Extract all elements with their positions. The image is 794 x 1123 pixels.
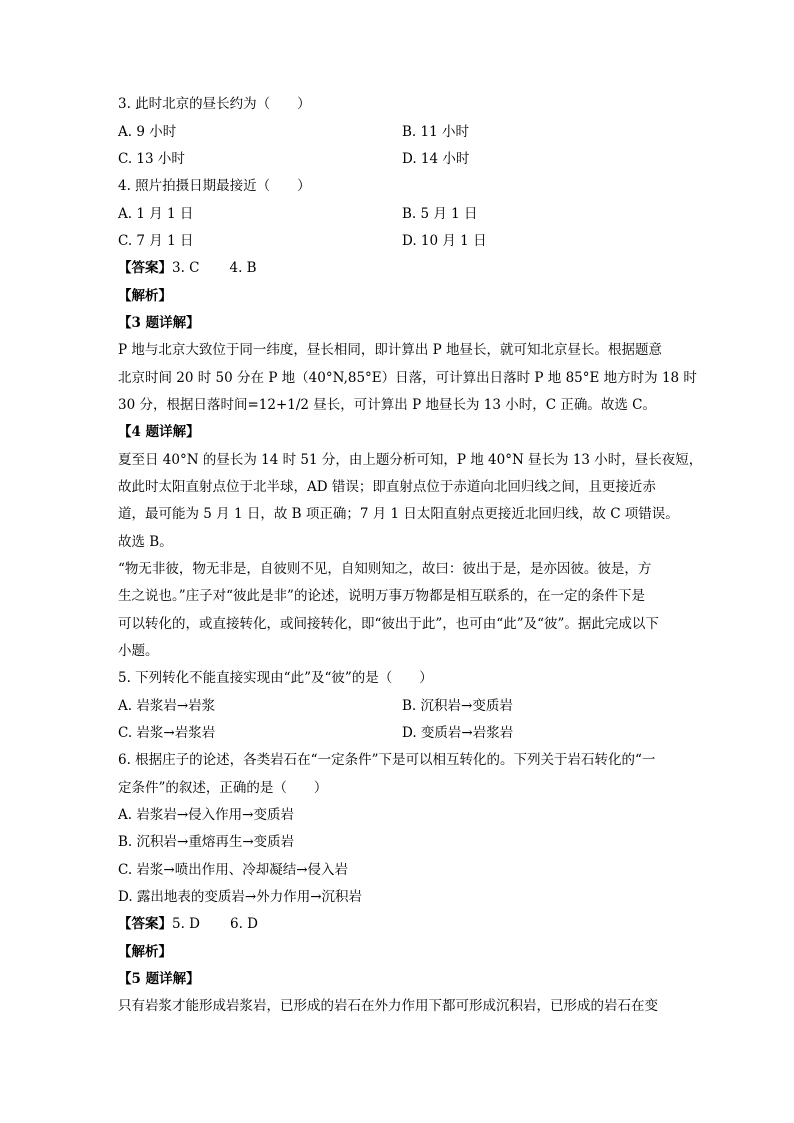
- answer-6: 6. D: [230, 916, 258, 932]
- detail-5-title: 【5 题详解】: [118, 971, 200, 987]
- q3-option-c: C. 13 小时: [118, 151, 185, 167]
- passage-line-4: 小题。: [118, 643, 159, 659]
- q4-option-a: A. 1 月 1 日: [118, 206, 194, 222]
- answer-label: 【答案】: [118, 916, 172, 932]
- detail-3-line-2: 北京时间 20 时 50 分在 P 地（40°N,85°E）日落，可计算出日落时 P 地 85°E 地方时为 18 时: [118, 370, 697, 386]
- q6-option-a: A. 岩浆岩→侵入作用→变质岩: [118, 807, 294, 823]
- q5-option-a: A. 岩浆岩→岩浆: [118, 698, 216, 714]
- q6-option-c: C. 岩浆→喷出作用、冷却凝结→侵入岩: [118, 862, 349, 878]
- q5-option-d: D. 变质岩→岩浆岩: [402, 725, 514, 741]
- detail-4-line-2: 故此时太阳直射点位于北半球，AD 错误；即直射点位于赤道向北回归线之间，且更接近赤: [118, 479, 656, 495]
- detail-4-line-1: 夏至日 40°N 的昼长为 14 时 51 分，由上题分析可知，P 地 40°N 昼长为 13 小时，昼长夜短，: [118, 452, 703, 468]
- detail-4-line-3: 道，最可能为 5 月 1 日，故 B 项正确；7 月 1 日太阳直射点更接近北回归线，故 C 项错误。: [118, 506, 679, 522]
- passage-line-1: “物无非彼，物无非是，自彼则不见，自知则知之，故曰：彼出于是，是亦因彼。彼是，方: [118, 561, 652, 577]
- passage-line-3: 可以转化的，或直接转化，或间接转化，即“彼出于此”，也可由“此”及“彼”。据此完成以下: [118, 616, 659, 632]
- analysis-label: 【解析】: [118, 288, 172, 304]
- analysis-label: 【解析】: [118, 944, 172, 960]
- question-6-line-1: 6. 根据庄子的论述，各类岩石在“一定条件”下是可以相互转化的。下列关于岩石转化的“一: [118, 752, 656, 768]
- q5-option-c: C. 岩浆→岩浆岩: [118, 725, 216, 741]
- question-3-stem: 3. 此时北京的昼长约为（ ）: [118, 96, 311, 112]
- question-4-stem: 4. 照片拍摄日期最接近（ ）: [118, 178, 311, 194]
- answer-4: 4. B: [229, 260, 257, 276]
- question-5-stem: 5. 下列转化不能直接实现由“此”及“彼”的是（ ）: [118, 670, 433, 686]
- answer-3: 3. C: [172, 260, 200, 276]
- q3-option-a: A. 9 小时: [118, 124, 177, 140]
- detail-3-title: 【3 题详解】: [118, 315, 200, 331]
- answer-label: 【答案】: [118, 260, 172, 276]
- q6-option-d: D. 露出地表的变质岩→外力作用→沉积岩: [118, 889, 363, 905]
- detail-3-line-1: P 地与北京大致位于同一纬度，昼长相同，即计算出 P 地昼长，就可知北京昼长。根据题意: [118, 342, 663, 358]
- answer-line-1: [118, 258, 257, 278]
- q6-option-b: B. 沉积岩→重熔再生→变质岩: [118, 834, 295, 850]
- q4-option-c: C. 7 月 1 日: [118, 233, 194, 249]
- answer-5: 5. D: [172, 916, 200, 932]
- question-6-line-2: 定条件”的叙述，正确的是（ ）: [118, 780, 328, 796]
- passage-line-2: 生之说也。”庄子对“彼此是非”的论述，说明万事万物都是相互联系的，在一定的条件下是: [118, 588, 645, 604]
- q4-option-d: D. 10 月 1 日: [402, 233, 487, 249]
- q4-option-b: B. 5 月 1 日: [402, 206, 478, 222]
- detail-4-title: 【4 题详解】: [118, 424, 200, 440]
- q3-option-b: B. 11 小时: [402, 124, 469, 140]
- q3-option-d: D. 14 小时: [402, 151, 470, 167]
- answer-line-2: [118, 914, 258, 934]
- detail-3-line-3: 30 分，根据日落时间=12+1/2 昼长，可计算出 P 地昼长为 13 小时，C 正确。故选 C。: [118, 397, 656, 413]
- detail-5-line-1: 只有岩浆才能形成岩浆岩，已形成的岩石在外力作用下都可形成沉积岩，已形成的岩石在变: [118, 998, 658, 1014]
- detail-4-line-4: 故选 B。: [118, 534, 173, 550]
- q5-option-b: B. 沉积岩→变质岩: [402, 698, 513, 714]
